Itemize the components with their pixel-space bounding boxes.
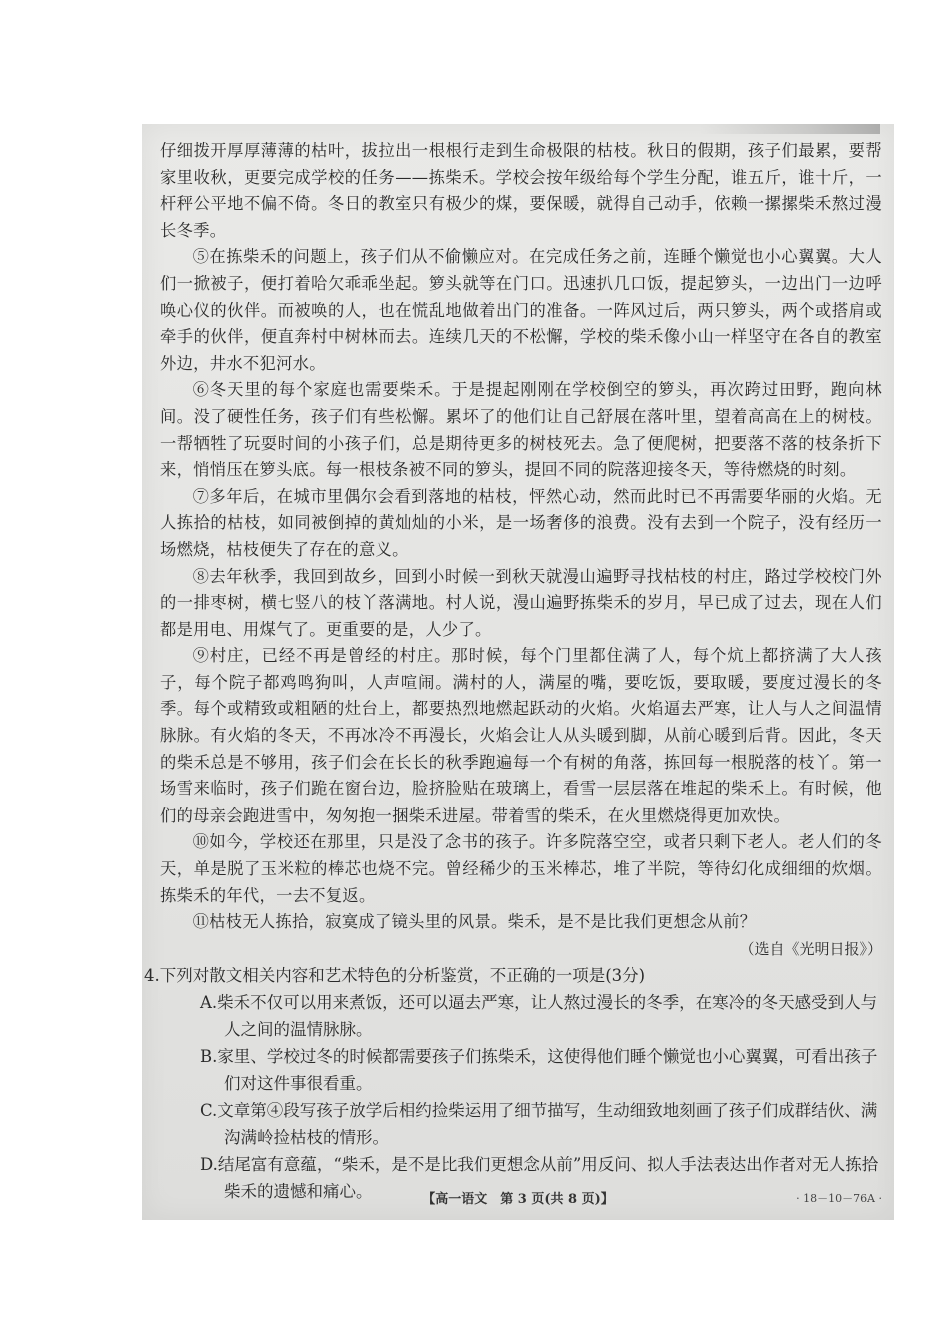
exam-page: [142, 124, 894, 1220]
exam-code: · 18－10－76A ·: [796, 1192, 882, 1205]
passage-source: （选自《光明日报》）: [739, 939, 882, 958]
option-b: B.家里、学校过冬的时候都需要孩子们拣柴禾，这使得他们睡个懒觉也小心翼翼，可看出孩子们对这件事很看重。: [200, 1046, 878, 1093]
passage-intro-paragraph: 仔细拨开厚厚薄薄的枯叶，拔拉出一根根行走到生命极限的枯枝。秋日的假期，孩子们最累，要帮家里收秋，更要完成学校的任务——拣柴禾。学校会按年级给每个学生分配，谁五斤，谁十斤，一杆秤公平地不偏不倚。冬日的教室只有极少的煤，要保暖，就得自己动手，依赖一摞摞柴禾熬过漫长冬季。: [160, 141, 882, 240]
passage-paragraph-10: ⑩如今，学校还在那里，只是没了念书的孩子。许多院落空空，或者只剩下老人。老人们的冬天，单是脱了玉米粒的棒芯也烧不完。曾经稀少的玉米棒芯，堆了半院，等待幻化成细细的炊烟。拣柴禾的年代，一去不复返。: [160, 832, 882, 905]
question-4: [144, 962, 882, 1205]
passage-paragraph-5: ⑤在拣柴禾的问题上，孩子们从不偷懒应对。在完成任务之前，连睡个懒觉也小心翼翼。大人们一掀被子，便打着哈欠乖乖坐起。箩头就等在门口。迅速扒几口饭，提起箩头，一边出门一边呼唤心仪的伙伴。而被唤的人，也在慌乱地做着出门的准备。一阵风过后，两只箩头，两个或搭肩或牵手的伙伴，便直奔村中树林而去。连续几天的不松懈，学校的柴禾像小山一样坚守在各自的教室外边，井水不犯河水。: [160, 247, 882, 373]
passage-paragraph-7: ⑦多年后，在城市里偶尔会看到落地的枯枝，怦然心动，然而此时已不再需要华丽的火焰。无人拣拾的枯枝，如同被倒掉的黄灿灿的小米，是一场奢侈的浪费。没有去到一个院子，没有经历一场燃烧，枯枝便失了存在的意义。: [160, 486, 882, 559]
passage-paragraph-6: ⑥冬天里的每个家庭也需要柴禾。于是提起刚刚在学校倒空的箩头，再次跨过田野，跑向林间。没了硬性任务，孩子们有些松懈。累坏了的他们让自己舒展在落叶里，望着高高在上的树枝。一帮牺牲了玩耍时间的小孩子们，总是期待更多的树枝死去。急了便爬树，把要落不落的枝条折下来，悄悄压在箩头底。每一根枝条被不同的箩头，提回不同的院落迎接冬天，等待燃烧的时刻。: [160, 380, 882, 480]
option-c: C.文章第④段写孩子放学后相约捡柴运用了细节描写，生动细致地刻画了孩子们成群结伙、满沟满岭捡枯枝的情形。: [200, 1100, 878, 1147]
question-stem: 4.下列对散文相关内容和艺术特色的分析鉴赏，不正确的一项是(3分): [144, 965, 646, 985]
page-content: [144, 138, 882, 1205]
passage-paragraph-8: ⑧去年秋季，我回到故乡，回到小时候一到秋天就漫山遍野寻找枯枝的村庄，路过学校校门外的一排枣树，横七竖八的枝丫落满地。村人说，漫山遍野拣柴禾的岁月，早已成了过去，现在人们都是用电、用煤气了。更重要的是，人少了。: [160, 566, 882, 639]
scan-smudge: [700, 124, 880, 134]
option-d: D.结尾富有意蕴，“柴禾，是不是比我们更想念从前”用反问、拟人手法表达出作者对无人拣拾柴禾的遗憾和痛心。: [200, 1154, 879, 1201]
page-footer: [142, 1188, 894, 1212]
passage-paragraph-11: ⑪枯枝无人拣拾，寂寞成了镜头里的风景。柴禾，是不是比我们更想念从前？: [192, 912, 757, 932]
page-number-label: 【高一语文 第 3 页(共 8 页)】: [422, 1192, 614, 1207]
passage-paragraph-9: ⑨村庄，已经不再是曾经的村庄。那时候，每个门里都住满了人，每个炕上都挤满了大人孩子，每个院子都鸡鸣狗叫，人声喧闹。满村的人，满屋的嘴，要吃饭，要取暖，要度过漫长的冬季。每个或精致或粗陋的灶台上，都要热烈地燃起跃动的火焰。火焰逼去严寒，让人与人之间温情脉脉。有火焰的冬天，不再冰冷不再漫长，火焰会让人从头暖到脚，从前心暖到后背。因此，冬天的柴禾总是不够用，孩子们会在长长的秋季跑遍每一个有树的角落，拣回每一根脱落的枝丫。第一场雪来临时，孩子们跪在窗台边，脸挤脸贴在玻璃上，看雪一层层落在堆起的柴禾上。有时候，他们的母亲会跑进雪中，匆匆抱一捆柴禾进屋。带着雪的柴禾，在火里燃烧得更加欢快。: [160, 646, 882, 825]
option-a: A.柴禾不仅可以用来煮饭，还可以逼去严寒，让人熬过漫长的冬季，在寒冷的冬天感受到人与人之间的温情脉脉。: [200, 992, 878, 1039]
